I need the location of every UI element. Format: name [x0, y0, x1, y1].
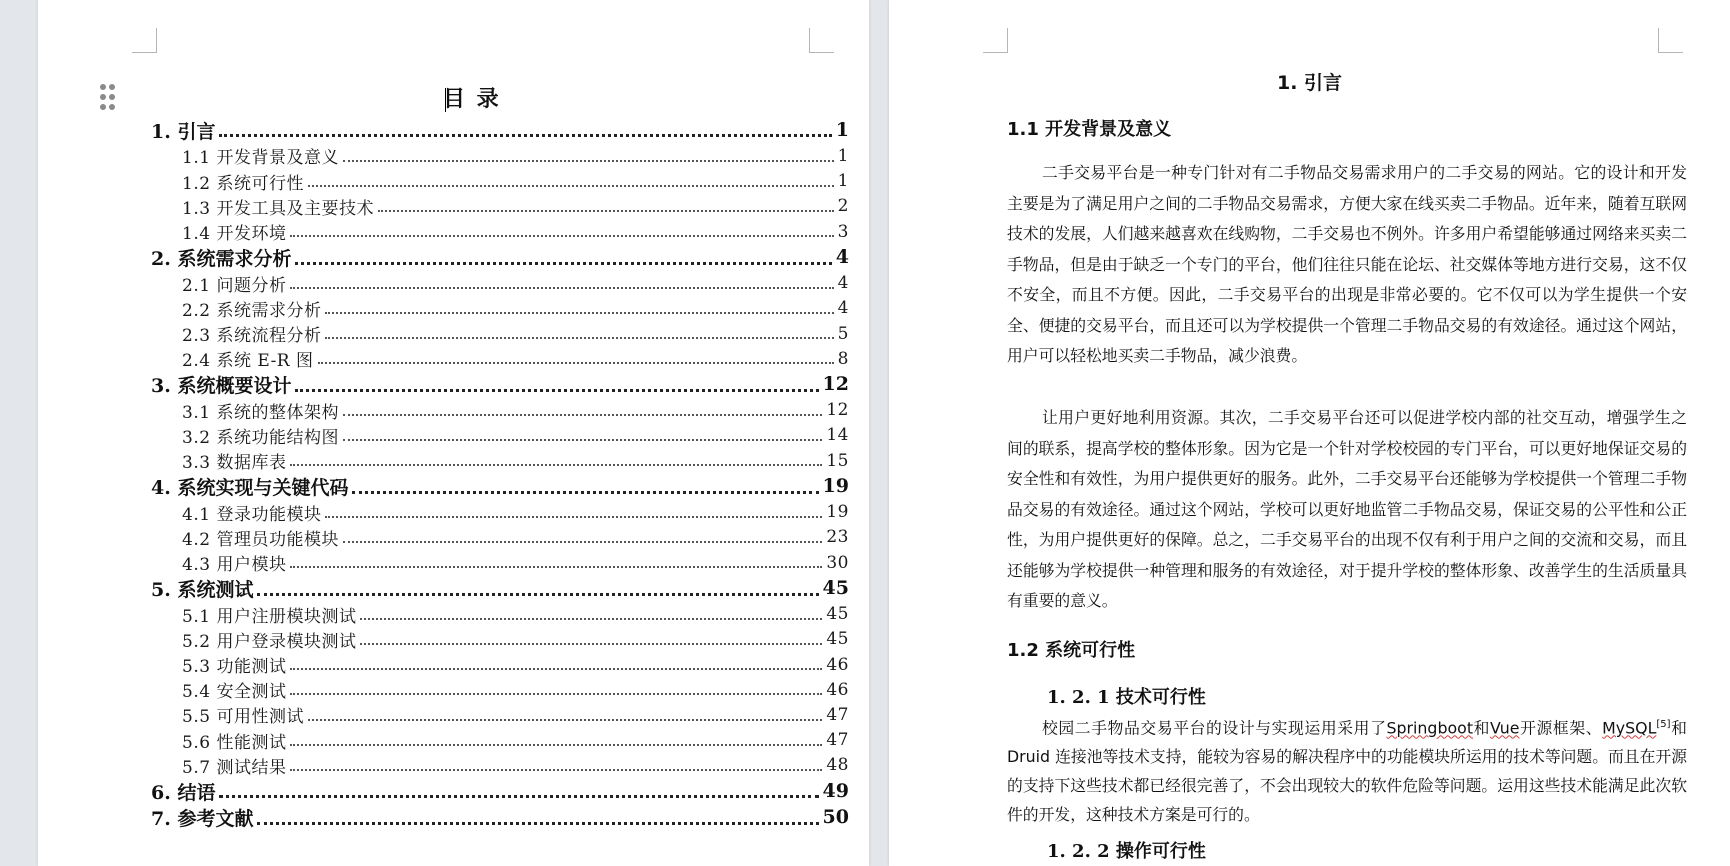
toc-entry-label: 4.3 用户模块: [182, 555, 287, 576]
toc-entry-label: 5.4 安全测试: [182, 682, 287, 703]
toc-leader-dots: [257, 592, 818, 596]
para-text: 校园二手物品交易平台的设计与实现运用采用了: [1042, 718, 1387, 738]
toc-entry-label: 1.4 开发环境: [182, 224, 287, 245]
toc-leader-dots: [352, 490, 818, 494]
toc-entry-label: 5. 系统测试: [151, 578, 254, 601]
toc-title: 目 录: [443, 86, 501, 112]
toc-leader-dots: [325, 311, 833, 314]
para-text: 开源框架、: [1519, 718, 1603, 738]
toc-entry[interactable]: [151, 117, 849, 143]
toc-leader-dots: [378, 209, 834, 212]
document-page: [889, 0, 1730, 866]
toc-leader-dots: [290, 667, 822, 670]
toc-entry-page: 14: [826, 425, 849, 446]
toc-entry[interactable]: [151, 627, 849, 652]
toc-entry[interactable]: [151, 448, 849, 473]
crop-mark-top-left: [132, 28, 157, 53]
toc-entry[interactable]: [151, 602, 849, 627]
toc-entry-page: 19: [822, 475, 849, 498]
toc-leader-dots: [290, 692, 822, 695]
toc-entry[interactable]: [151, 575, 849, 601]
toc-entry-page: 23: [826, 527, 849, 548]
crop-mark-top-left: [983, 28, 1008, 53]
toc-entry[interactable]: [151, 778, 849, 804]
toc-entry-page: 4: [837, 273, 849, 294]
paragraph-technical-feasibility[interactable]: [1007, 710, 1687, 829]
toc-entry[interactable]: [151, 473, 849, 499]
toc-entry[interactable]: [151, 728, 849, 753]
toc-entry-label: 2.1 问题分析: [182, 275, 287, 296]
toc-entry-page: 46: [826, 654, 849, 675]
toc-entry[interactable]: [151, 525, 849, 550]
toc-entry-page: 3: [837, 221, 849, 242]
toc-entry-page: 50: [822, 806, 849, 829]
toc-entry-label: 7. 参考文献: [151, 807, 254, 830]
toc-entry-label: 4. 系统实现与关键代码: [151, 476, 349, 499]
toc-leader-dots: [325, 515, 822, 518]
toc-entry[interactable]: [151, 550, 849, 575]
toc-entry-page: 15: [826, 450, 849, 471]
spellcheck-word-mysql[interactable]: MySQL: [1602, 718, 1657, 738]
toc-entry[interactable]: [151, 652, 849, 677]
toc-leader-dots: [360, 642, 822, 645]
toc-entry[interactable]: [151, 677, 849, 702]
toc-entry-label: 3.2 系统功能结构图: [182, 427, 339, 448]
toc-entry-label: 2.3 系统流程分析: [182, 326, 322, 346]
crop-mark-top-right: [1658, 28, 1683, 53]
crop-mark-top-right: [809, 28, 834, 53]
toc-entry-label: 5.5 可用性测试: [182, 707, 304, 728]
toc-entry-page: 1: [837, 171, 849, 192]
toc-entry-label: 5.2 用户登录模块测试: [182, 631, 357, 652]
toc-leader-dots: [343, 438, 822, 441]
toc-entry[interactable]: [151, 169, 849, 194]
spellcheck-word-vue[interactable]: Vue: [1490, 718, 1520, 738]
toc-entry-label: 3. 系统概要设计: [151, 374, 292, 397]
toc-leader-dots: [219, 794, 818, 798]
toc-leader-dots: [290, 463, 822, 466]
toc-leader-dots: [360, 617, 822, 620]
toc-leader-dots: [308, 184, 834, 187]
toc-entry-page: 45: [826, 604, 849, 625]
toc-leader-dots: [308, 718, 822, 721]
toc-entry[interactable]: [151, 804, 849, 830]
toc-entry-label: 5.7 测试结果: [182, 757, 287, 778]
toc-entry[interactable]: [151, 244, 849, 270]
toc-entry-page: 5: [837, 323, 849, 344]
toc-leader-dots: [290, 565, 822, 568]
toc-entry-page: 45: [822, 577, 849, 600]
toc-leader-dots: [318, 361, 834, 364]
toc-entry[interactable]: [151, 753, 849, 778]
toc-leader-dots: [290, 743, 822, 746]
toc-entry-label: 2.2 系统需求分析: [182, 300, 322, 321]
toc-leader-dots: [343, 413, 822, 416]
toc-leader-dots: [295, 388, 818, 392]
toc-entry-label: 4.1 登录功能模块: [182, 504, 322, 525]
paragraph-background-1[interactable]: 二手交易平台是一种专门针对有二手物品交易需求用户的二手交易的网站。它的设计和开发主要是为了满足用户之间的二手物品交易需求，方便大家在线买卖二手物品。近年来，随着互联网技术的发展，人们越来越喜欢在线购物，二手交易也不例外。许多用户希望能够通过网络来买卖二手物品，但是由于缺乏一个专门的平台，他们往往只能在论坛、社交媒体等地方进行交易，这不仅不安全，而且不方便。因此，二手交易平台的出现是非常必要的。它不仅可以为学生提供一个安全、便捷的交易平台，而且还可以为学校提供一个管理二手物品交易的有效途径。通过这个网站，用户可以轻松地买卖二手物品，减少浪费。: [1007, 163, 1687, 365]
toc-entry-page: 19: [826, 502, 849, 523]
toc-entry[interactable]: [151, 398, 849, 423]
para-text: 和: [1473, 718, 1491, 738]
toc-entry-label: 1.1 开发背景及意义: [182, 148, 339, 169]
toc-leader-dots: [295, 261, 831, 265]
toc-entry-page: 45: [826, 629, 849, 650]
toc-entry-label: 1.2 系统可行性: [182, 173, 304, 194]
toc-entry-page: 47: [826, 704, 849, 725]
toc-entry[interactable]: [151, 271, 849, 296]
spellcheck-word-springboot[interactable]: Springboot: [1386, 718, 1474, 738]
toc-entry-page: 30: [826, 552, 849, 573]
toc-leader-dots: [257, 821, 818, 825]
toc-entry-label: 1. 引言: [151, 120, 216, 143]
paragraph-background-2[interactable]: 让用户更好地利用资源。其次，二手交易平台还可以促进学校内部的社交互动，增强学生之间的联系，提高学校的整体形象。因为它是一个针对学校校园的专门平台，可以更好地保证交易的安全性和有效性，为用户提供更好的服务。此外，二手交易平台还能够为学校提供一个管理二手物品交易的有效途径。通过这个网站，学校可以更好地监管二手物品交易，保证交易的公平性和公正性，为用户提供更好的保障。总之，二手交易平台的出现不仅有利于用户之间的交流和交易，而且还能够为学校提供一种管理和服务的有效途径，对于提升学校的整体形象、改善学生的生活质量具有重要的意义。: [1007, 408, 1687, 610]
toc-entry-page: 1: [835, 119, 849, 142]
toc-entry-label: 5.1 用户注册模块测试: [182, 606, 357, 627]
toc-entry[interactable]: [151, 423, 849, 448]
toc-entry-label: 4.2 管理员功能模块: [182, 529, 339, 550]
toc-entry[interactable]: [151, 321, 849, 346]
chapter-title: 1. 引言: [1276, 72, 1343, 94]
toc-entry[interactable]: [151, 702, 849, 727]
toc-entry-page: 48: [826, 755, 849, 776]
toc-entry-label: 3.1 系统的整体架构: [182, 402, 339, 423]
toc-entry-page: 4: [835, 246, 849, 269]
toc-leader-dots: [343, 159, 834, 162]
citation-ref: [5]: [1656, 719, 1671, 730]
toc-leader-dots: [290, 286, 833, 289]
toc-entry-page: 8: [837, 348, 849, 369]
toc-leader-dots: [325, 336, 833, 339]
toc-entry[interactable]: [151, 346, 849, 371]
toc-entry-page: 1: [837, 145, 849, 166]
toc-entry-label: 3.3 数据库表: [182, 453, 287, 474]
toc-entry-label: 6. 结语: [151, 781, 216, 804]
toc-entry[interactable]: [151, 500, 849, 525]
toc-entry-label: 5.3 功能测试: [182, 657, 287, 678]
section-heading-1-2: 1.2 系统可行性: [1007, 640, 1136, 661]
toc-entry[interactable]: [151, 296, 849, 321]
toc-entry-label: 5.6 性能测试: [182, 732, 287, 753]
toc-entry-label: 2. 系统需求分析: [151, 247, 292, 270]
toc-entry-page: 12: [822, 373, 849, 396]
subsection-heading-1-2-1: 1. 2. 1 技术可行性: [1047, 687, 1206, 708]
toc-entry-page: 47: [826, 730, 849, 751]
toc-entry-page: 46: [826, 679, 849, 700]
toc-entry-label: 2.4 系统 E-R 图: [182, 351, 314, 372]
toc-entry[interactable]: [151, 194, 849, 219]
toc-leader-dots: [290, 768, 822, 771]
section-heading-1-1: 1.1 开发背景及意义: [1007, 119, 1172, 140]
toc-leader-dots: [290, 234, 833, 237]
drag-handle-icon[interactable]: [100, 84, 116, 112]
toc-page: [38, 0, 869, 866]
toc-entry-page: 49: [822, 780, 849, 803]
subsection-heading-1-2-2: 1. 2. 2 操作可行性: [1047, 841, 1206, 862]
toc-entry-page: 2: [837, 196, 849, 217]
toc-list: [151, 117, 849, 831]
toc-entry[interactable]: [151, 143, 849, 168]
para-text: 和 Druid 连接池等技术支持，能较为容易的解决程序中的功能模块所运用的技术等问题。而且在开源的支持下这些技术都已经很完善了，不会出现较大的软件危险等问题。运用这些技术能满足此次软件的开发，这种技术方案是可行的。: [1007, 718, 1687, 825]
toc-entry[interactable]: [151, 371, 849, 397]
toc-entry-page: 12: [826, 400, 849, 421]
toc-entry-page: 4: [837, 298, 849, 319]
toc-entry-label: 1.3 开发工具及主要技术: [182, 198, 374, 219]
toc-leader-dots: [219, 133, 831, 137]
toc-leader-dots: [343, 540, 822, 543]
toc-entry[interactable]: [151, 219, 849, 244]
